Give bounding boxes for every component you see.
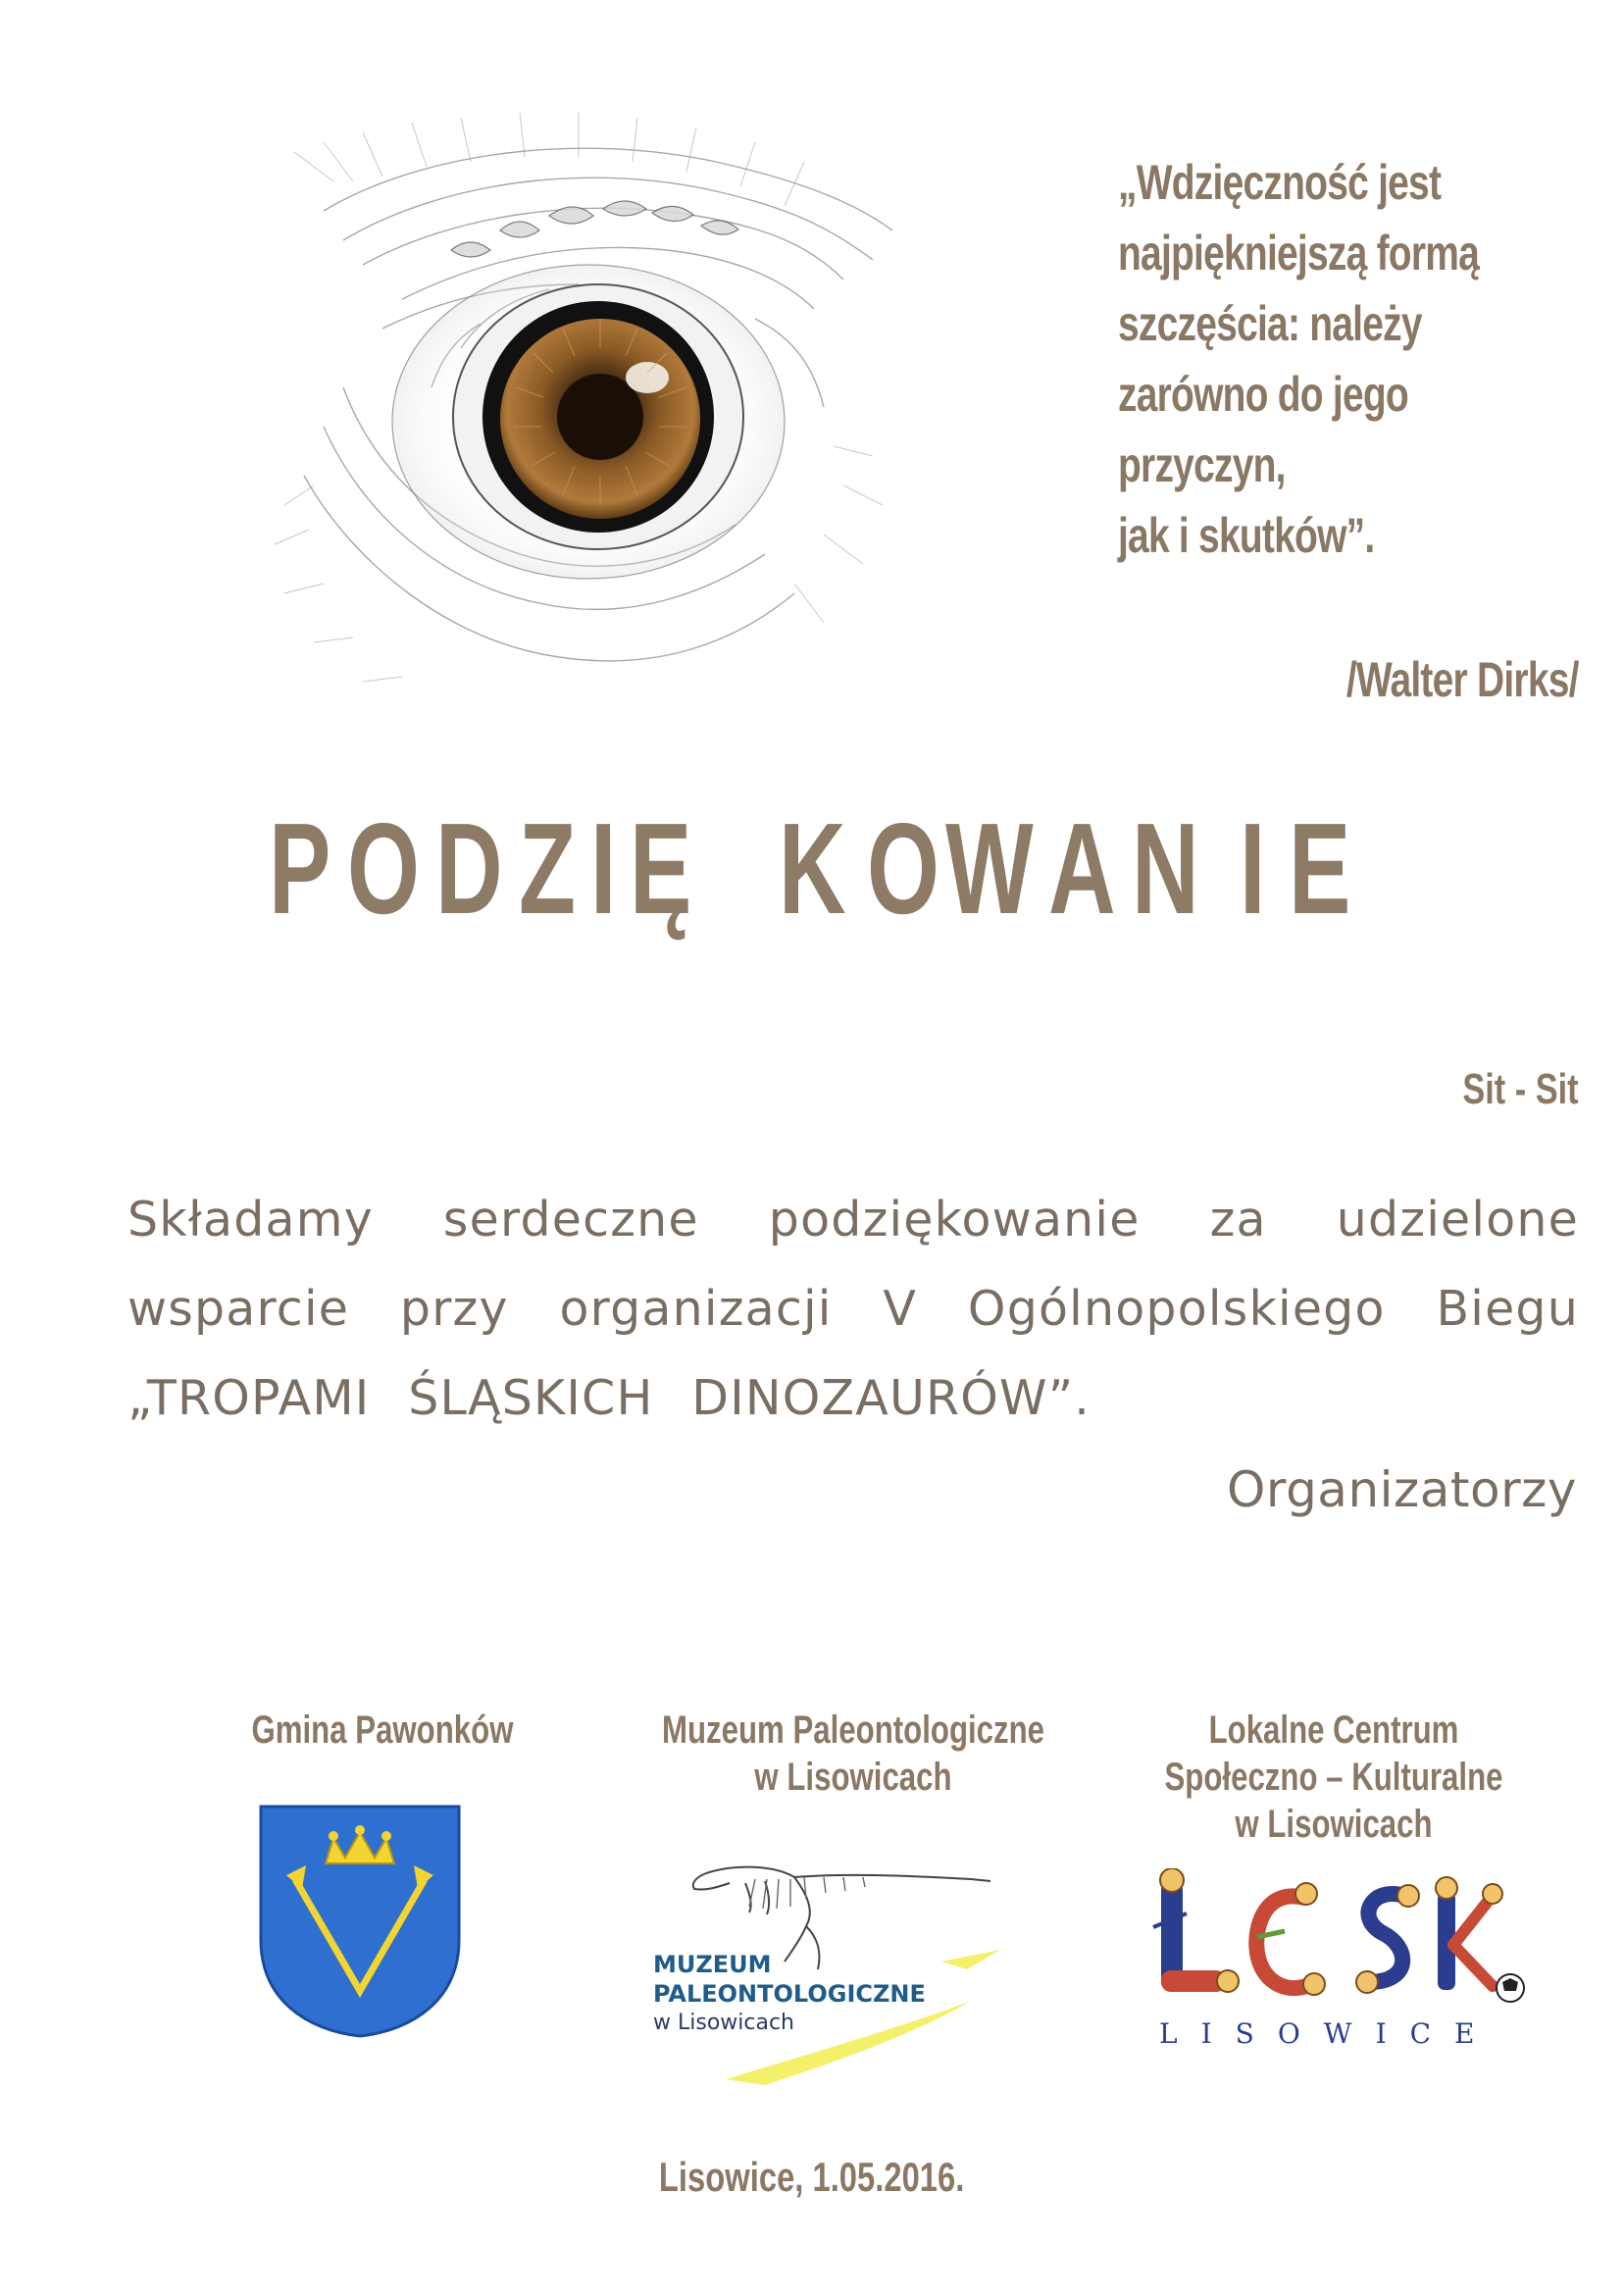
title-letter: A [1048, 796, 1116, 941]
museum-logo-line: PALEONTOLOGICZNE [653, 1980, 926, 2008]
lcsk-logo-text: LISOWICE [1159, 2017, 1498, 2050]
title-letter: O [347, 796, 420, 941]
body-text [127, 1175, 1579, 1443]
title-letter: I [1240, 796, 1266, 941]
title-letter: P [269, 796, 331, 941]
org-title-line: Muzeum Paleontologiczne [662, 1708, 1045, 1752]
issue-date-text: Lisowice, 1.05.2016. [659, 2154, 965, 2200]
org-title-line: Społeczno – Kulturalne [1164, 1756, 1503, 1799]
title-letter: N [1132, 796, 1199, 941]
quote-line: zarówno do jego [1118, 367, 1408, 422]
recipient-name: Sit - Sit [1462, 1065, 1579, 1113]
coat-of-arms-icon [257, 1803, 463, 2038]
org-title-lcsk [1158, 1707, 1510, 1848]
body-line: „TROPAMI ŚLĄSKICH DINOZAURÓW”. [127, 1370, 1091, 1426]
title-letter: I [590, 796, 617, 941]
museum-logo-text [653, 1950, 926, 2038]
quote-line: „Wdzięczność jest [1118, 155, 1442, 210]
eye-illustration-icon [206, 93, 971, 721]
page-title [269, 794, 1446, 951]
quote-author: /Walter Dirks/ [1346, 652, 1579, 707]
title-letter: O [867, 796, 939, 941]
lcsk-letters-icon [1147, 1868, 1530, 2015]
issue-date [0, 2154, 1624, 2201]
quote-line: najpiękniejszą formą [1118, 226, 1480, 280]
quote-line: jak i skutków”. [1118, 508, 1375, 563]
body-line: Składamy serdeczne podziękowanie za udzielone [127, 1192, 1579, 1248]
org-title-line: w Lisowicach [754, 1756, 952, 1799]
title-letter: D [435, 796, 503, 941]
body-line: wsparcie przy organizacji V Ogólnopolskiego Biegu [127, 1281, 1579, 1337]
quote-block [1118, 147, 1516, 571]
org-title-line: Lokalne Centrum [1208, 1708, 1459, 1752]
org-title-museum [662, 1707, 1044, 1801]
org-title-gmina [237, 1707, 528, 1754]
quote-line: przyczyn, [1118, 437, 1286, 492]
signature-organizers: Organizatorzy [1227, 1461, 1577, 1518]
title-letter: E [1289, 796, 1351, 941]
title-letter: K [779, 796, 846, 941]
title-letter: W [945, 796, 1034, 941]
quote-line: szczęścia: należy [1118, 296, 1422, 351]
title-letter: Ę [630, 796, 692, 941]
museum-logo-line: MUZEUM [653, 1951, 772, 1978]
museum-logo-line: w Lisowicach [653, 2011, 794, 2035]
org-title-line: Gmina Pawonków [251, 1708, 514, 1752]
title-letter: Z [519, 796, 577, 941]
org-title-line: w Lisowicach [1235, 1803, 1433, 1846]
